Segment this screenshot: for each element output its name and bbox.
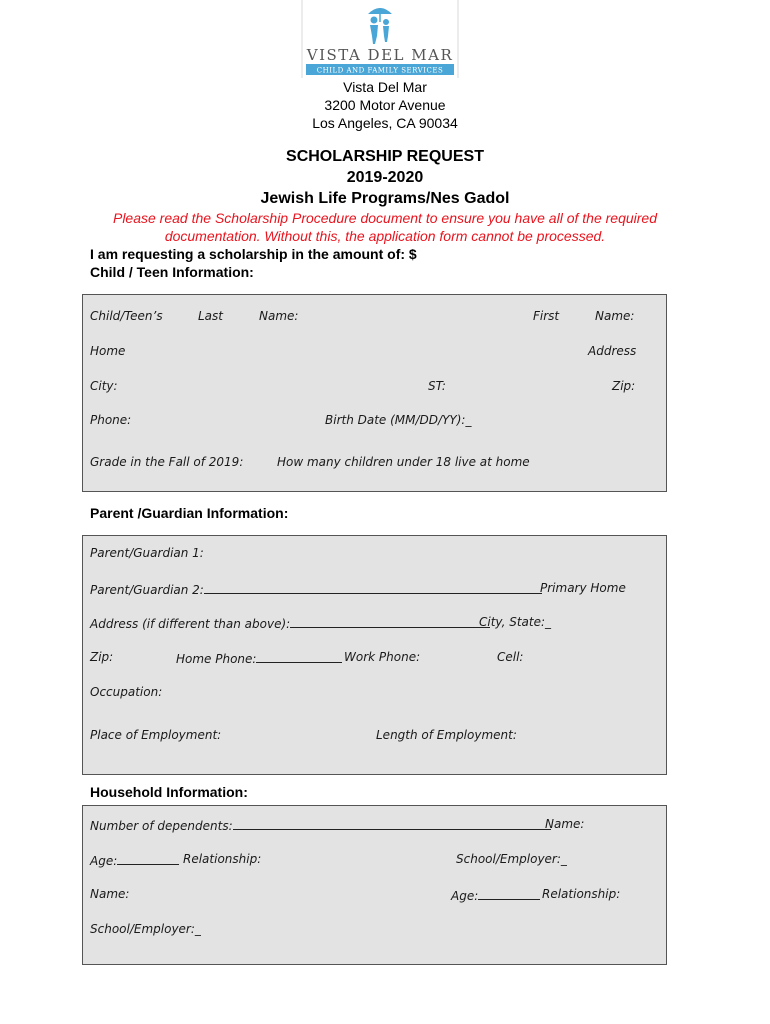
dependent-1-age-field[interactable] bbox=[90, 852, 179, 868]
dependents-label: Number of dependents: bbox=[90, 819, 233, 833]
primary-home-label: Primary Home bbox=[540, 581, 626, 595]
last-label: Last bbox=[198, 309, 223, 323]
home-phone-line[interactable] bbox=[256, 650, 342, 663]
home-phone-label: Home Phone: bbox=[176, 652, 257, 666]
org-name: Vista Del Mar bbox=[343, 79, 427, 95]
child-teen-label: Child/Teen’s bbox=[90, 309, 163, 323]
form-title: SCHOLARSHIP REQUEST bbox=[286, 148, 484, 165]
org-street: 3200 Motor Avenue bbox=[324, 97, 446, 113]
alt-address-field[interactable] bbox=[90, 615, 490, 631]
dependent-2-name-field[interactable]: Name: bbox=[90, 887, 130, 901]
grade-field[interactable]: Grade in the Fall of 2019: bbox=[90, 455, 244, 469]
work-phone-field[interactable]: Work Phone: bbox=[344, 650, 421, 664]
dependent-1-school-field[interactable]: School/Employer:_ bbox=[456, 852, 567, 866]
dependents-line[interactable] bbox=[233, 817, 551, 830]
home-phone-field[interactable] bbox=[176, 650, 342, 666]
place-of-employment-field[interactable]: Place of Employment: bbox=[90, 728, 222, 742]
household-section-title: Household Information: bbox=[90, 784, 248, 800]
dependent-2-relationship-field[interactable]: Relationship: bbox=[542, 887, 621, 901]
first-label: First bbox=[533, 309, 560, 323]
notice-line-1: Please read the Scholarship Procedure document to ensure you have all of the required bbox=[112, 210, 657, 226]
dependent-2-age-line[interactable] bbox=[478, 887, 540, 900]
alt-address-line[interactable] bbox=[290, 615, 490, 628]
zip-field[interactable]: Zip: bbox=[612, 379, 636, 393]
vista-del-mar-logo bbox=[300, 0, 460, 80]
children-count-field[interactable]: How many children under 18 live at home bbox=[277, 455, 530, 469]
dependent-2-age-field[interactable] bbox=[451, 887, 540, 903]
last-name-field[interactable]: Name: bbox=[259, 309, 299, 323]
dependent-1-name-field[interactable]: Name: bbox=[545, 817, 585, 831]
dependents-field[interactable] bbox=[90, 817, 551, 833]
city-state-field[interactable]: City, State:_ bbox=[479, 615, 552, 629]
dependent-1-age-line[interactable] bbox=[117, 852, 179, 865]
phone-field[interactable]: Phone: bbox=[90, 413, 132, 427]
parent-guardian-2-line[interactable] bbox=[204, 581, 542, 594]
length-of-employment-field[interactable]: Length of Employment: bbox=[376, 728, 517, 742]
home-label: Home bbox=[90, 344, 126, 358]
parent-section-title: Parent /Guardian Information: bbox=[90, 505, 289, 521]
form-year: 2019-2020 bbox=[346, 169, 424, 186]
logo-graphic bbox=[300, 0, 460, 80]
alt-address-label: Address (if different than above): bbox=[90, 617, 291, 631]
org-city: Los Angeles, CA 90034 bbox=[312, 115, 458, 131]
state-field[interactable]: ST: bbox=[428, 379, 446, 393]
parent-guardian-2-field[interactable] bbox=[90, 581, 542, 597]
parent-zip-field[interactable]: Zip: bbox=[90, 650, 114, 664]
city-field[interactable]: City: bbox=[90, 379, 118, 393]
notice-line-2: documentation. Without this, the application form cannot be processed. bbox=[164, 228, 606, 244]
scholarship-amount-label: I am requesting a scholarship in the amount of: $ bbox=[90, 246, 417, 262]
logo-name: VISTA DEL MAR bbox=[306, 46, 454, 64]
parent-guardian-2-label: Parent/Guardian 2: bbox=[90, 583, 204, 597]
birth-date-field[interactable]: Birth Date (MM/DD/YY):_ bbox=[325, 413, 472, 427]
occupation-field[interactable]: Occupation: bbox=[90, 685, 163, 699]
dependent-1-age-label: Age: bbox=[90, 854, 118, 868]
dependent-2-school-field[interactable]: School/Employer:_ bbox=[90, 922, 201, 936]
dependent-2-age-label: Age: bbox=[451, 889, 479, 903]
cell-phone-field[interactable]: Cell: bbox=[497, 650, 524, 664]
parent-guardian-1-field[interactable]: Parent/Guardian 1: bbox=[90, 546, 204, 560]
first-name-field[interactable]: Name: bbox=[595, 309, 635, 323]
dependent-1-relationship-field[interactable]: Relationship: bbox=[183, 852, 262, 866]
form-program: Jewish Life Programs/Nes Gadol bbox=[260, 190, 510, 207]
home-address-field[interactable]: Address bbox=[588, 344, 637, 358]
child-section-title: Child / Teen Information: bbox=[90, 264, 254, 280]
logo-tagline: CHILD AND FAMILY SERVICES bbox=[316, 66, 444, 75]
